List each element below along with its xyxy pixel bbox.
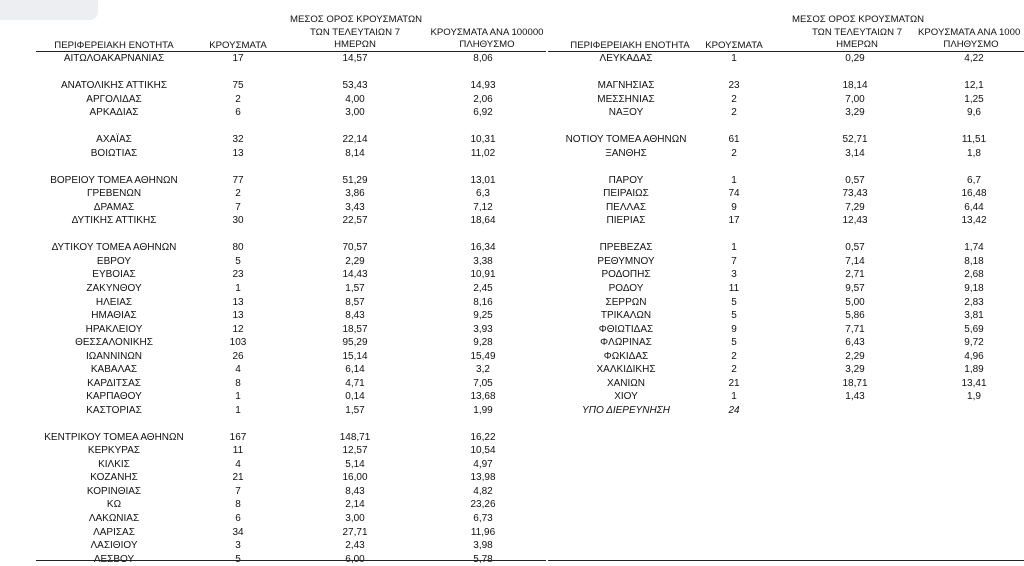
cell-per100k: 23,26 xyxy=(470,499,496,511)
cell-cases: 2 xyxy=(731,147,737,159)
cell-avg: 7,00 xyxy=(845,93,865,105)
cell-region: ΘΕΣΣΑΛΟΝΙΚΗΣ xyxy=(75,337,153,349)
cell-avg: 8,43 xyxy=(345,485,365,497)
cell-cases: 11 xyxy=(232,445,244,457)
cell-per100k: 8,18 xyxy=(964,255,984,267)
cell-region: ΚΙΛΚΙΣ xyxy=(98,458,130,470)
table-row xyxy=(0,377,1024,391)
cell-cases: 23 xyxy=(232,269,244,281)
cell-cases: 2 xyxy=(731,350,737,362)
cell-per100k: 2,06 xyxy=(473,93,493,105)
table-row xyxy=(0,431,1024,445)
table-row xyxy=(0,323,1024,337)
cell-avg: 7,71 xyxy=(845,323,865,335)
cell-region: ΕΒΡΟΥ xyxy=(96,255,132,267)
cell-region: ΧΙΟΥ xyxy=(614,391,638,403)
cell-region: ΔΥΤΙΚΗΣ ΑΤΤΙΚΗΣ xyxy=(71,215,157,227)
cell-cases: 13 xyxy=(232,296,244,308)
cell-per100k: 2,45 xyxy=(473,283,493,294)
cell-cases: 30 xyxy=(232,215,244,227)
table-row xyxy=(0,539,1024,553)
cell-avg: 18,57 xyxy=(342,323,368,335)
cell-avg: 5,14 xyxy=(345,458,365,470)
cell-region: ΚΟΡΙΝΘΙΑΣ xyxy=(86,485,142,497)
cell-cases: 21 xyxy=(728,377,740,389)
left-header-per100k-2: ΠΛΗΘΥΣΜΟ xyxy=(459,39,515,50)
cell-avg: 0,14 xyxy=(345,391,365,403)
cell-region: ΓΡΕΒΕΝΩΝ xyxy=(86,188,142,200)
cell-avg: 2,29 xyxy=(845,350,865,362)
cell-region: ΥΠΟ ΔΙΕΡΕΥΝΗΣΗ xyxy=(582,404,670,416)
cell-cases: 1 xyxy=(731,391,737,403)
cell-cases: 1 xyxy=(235,391,241,403)
table-row xyxy=(0,485,1024,499)
cell-avg: 2,29 xyxy=(345,255,365,267)
cell-avg: 6,43 xyxy=(845,337,865,349)
cell-region: ΤΡΙΚΑΛΩΝ xyxy=(600,310,652,322)
cell-per100k: 4,97 xyxy=(473,458,493,470)
cell-region: ΠΙΕΡΙΑΣ xyxy=(606,215,646,227)
cell-avg: 3,29 xyxy=(845,107,865,119)
cell-cases: 24 xyxy=(728,404,740,416)
right-header-region: ΠΕΡΙΦΕΡΕΙΑΚΗ ΕΝΟΤΗΤΑ xyxy=(570,40,690,51)
cell-region: ΚΟΖΑΝΗΣ xyxy=(90,472,138,484)
cell-region: ΚΑΒΑΛΑΣ xyxy=(90,364,138,376)
cell-per100k: 9,28 xyxy=(473,337,493,349)
cell-region: ΧΑΛΚΙΔΙΚΗΣ xyxy=(596,364,656,376)
cell-avg: 5,86 xyxy=(845,310,865,322)
cell-region: ΛΕΥΚΑΔΑΣ xyxy=(599,53,653,64)
cell-avg: 3,43 xyxy=(345,201,365,213)
cell-region: ΠΡΕΒΕΖΑΣ xyxy=(599,242,653,254)
table-row xyxy=(0,282,1024,296)
cell-cases: 17 xyxy=(728,215,740,227)
cell-cases: 23 xyxy=(728,80,740,92)
cell-avg: 8,43 xyxy=(345,310,365,322)
cell-region: ΡΕΘΥΜΝΟΥ xyxy=(597,255,655,267)
cell-avg: 2,43 xyxy=(345,540,365,552)
cell-avg: 51,29 xyxy=(342,174,368,186)
cell-cases: 5 xyxy=(235,553,241,565)
cell-cases: 2 xyxy=(235,93,241,105)
cell-region: ΖΑΚΥΝΘΟΥ xyxy=(86,283,142,294)
right-header-cases: ΚΡΟΥΣΜΑΤΑ xyxy=(705,40,763,51)
cell-cases: 34 xyxy=(232,526,244,538)
table-row xyxy=(0,458,1024,472)
cell-avg: 73,43 xyxy=(842,188,868,200)
cell-per100k: 9,18 xyxy=(964,283,984,294)
cell-region: ΚΕΝΤΡΙΚΟΥ ΤΟΜΕΑ ΑΘΗΝΩΝ xyxy=(44,431,184,443)
cell-avg: 4,71 xyxy=(345,377,365,389)
cell-cases: 1 xyxy=(235,404,241,416)
table-row xyxy=(0,66,1024,80)
cell-region: ΚΩ xyxy=(106,499,122,511)
cell-per100k: 7,05 xyxy=(473,377,493,389)
table-row xyxy=(0,417,1024,431)
table-row xyxy=(0,93,1024,107)
table-row xyxy=(0,512,1024,526)
left-header-avg-1: ΜΕΣΟΣ ΟΡΟΣ ΚΡΟΥΣΜΑΤΩΝ xyxy=(290,14,423,25)
cell-region: ΦΩΚΙΔΑΣ xyxy=(603,350,649,362)
right-header-avg-3: ΗΜΕΡΩΝ xyxy=(836,39,878,50)
cell-per100k: 8,16 xyxy=(473,296,493,308)
cell-avg: 14,43 xyxy=(342,269,368,281)
cell-avg: 148,71 xyxy=(339,431,371,443)
cell-cases: 1 xyxy=(731,174,737,186)
cell-cases: 9 xyxy=(731,201,737,213)
table-row xyxy=(0,133,1024,147)
cell-cases: 4 xyxy=(235,364,241,376)
cell-region: ΚΑΡΠΑΘΟΥ xyxy=(86,391,142,403)
cell-per100k: 4,82 xyxy=(473,485,493,497)
table-row xyxy=(0,174,1024,188)
cell-region: ΚΑΣΤΟΡΙΑΣ xyxy=(86,404,142,416)
cell-per100k: 13,01 xyxy=(470,174,496,186)
cell-per100k: 4,96 xyxy=(964,350,984,362)
cell-per100k: 16,34 xyxy=(470,242,496,254)
cell-cases: 7 xyxy=(235,485,241,497)
cell-per100k: 7,12 xyxy=(473,201,493,213)
table-row xyxy=(0,471,1024,485)
cell-per100k: 15,49 xyxy=(470,350,496,362)
cell-avg: 15,14 xyxy=(342,350,368,362)
table-row xyxy=(0,336,1024,350)
cell-cases: 5 xyxy=(731,310,737,322)
cell-cases: 6 xyxy=(235,513,241,525)
cell-per100k: 13,41 xyxy=(961,377,987,389)
cell-avg: 3,29 xyxy=(845,364,865,376)
cell-avg: 0,29 xyxy=(845,53,865,64)
cell-per100k: 6,92 xyxy=(473,107,493,119)
cell-per100k: 2,68 xyxy=(964,269,984,281)
cell-cases: 13 xyxy=(232,147,244,159)
cell-cases: 75 xyxy=(232,80,244,92)
cell-per100k: 1,9 xyxy=(967,391,981,403)
cell-cases: 5 xyxy=(731,337,737,349)
cell-cases: 1 xyxy=(731,53,737,64)
cell-per100k: 9,6 xyxy=(967,107,981,119)
cell-per100k: 1,99 xyxy=(473,404,493,416)
cell-cases: 74 xyxy=(728,188,740,200)
cell-cases: 26 xyxy=(232,350,244,362)
left-header-per100k-1: ΚΡΟΥΣΜΑΤΑ ΑΝΑ 100000 xyxy=(430,27,544,38)
cell-avg: 1,43 xyxy=(845,391,865,403)
table-row xyxy=(0,268,1024,282)
cell-region: ΜΑΓΝΗΣΙΑΣ xyxy=(597,80,655,92)
cell-cases: 9 xyxy=(731,323,737,335)
cell-per100k: 3,81 xyxy=(964,310,984,322)
table-row xyxy=(0,444,1024,458)
cell-region: ΔΡΑΜΑΣ xyxy=(93,201,135,213)
cell-per100k: 1,89 xyxy=(964,364,984,376)
cell-avg: 8,57 xyxy=(345,296,365,308)
cell-cases: 167 xyxy=(229,431,247,443)
cell-region: ΙΩΑΝΝΙΝΩΝ xyxy=(85,350,143,362)
table-row xyxy=(0,120,1024,134)
cell-region: ΦΛΩΡΙΝΑΣ xyxy=(600,337,652,349)
cell-region: ΚΑΡΔΙΤΣΑΣ xyxy=(87,377,141,389)
cell-per100k: 13,42 xyxy=(961,215,987,227)
cell-cases: 3 xyxy=(731,269,737,281)
cell-avg: 8,14 xyxy=(345,147,365,159)
cell-per100k: 6,44 xyxy=(964,201,984,213)
cell-avg: 3,00 xyxy=(345,107,365,119)
cell-avg: 0,57 xyxy=(845,242,865,254)
cell-region: ΗΜΑΘΙΑΣ xyxy=(91,310,137,322)
cell-per100k: 10,31 xyxy=(470,134,496,146)
right-header-avg-2: ΤΩΝ ΤΕΛΕΥΤΑΙΩΝ 7 xyxy=(811,27,903,38)
cell-region: ΡΟΔΟΥ xyxy=(608,283,644,294)
table-row xyxy=(0,79,1024,93)
cell-avg: 18,71 xyxy=(842,377,868,389)
cell-avg: 70,57 xyxy=(342,242,368,254)
table-row xyxy=(0,214,1024,228)
cell-per100k: 10,54 xyxy=(470,445,496,457)
cell-region: ΠΑΡΟΥ xyxy=(608,174,644,186)
cell-cases: 1 xyxy=(235,283,241,294)
table-row xyxy=(0,404,1024,418)
cell-avg: 22,14 xyxy=(342,134,368,146)
left-bottom-rule xyxy=(36,560,546,561)
cell-avg: 14,57 xyxy=(342,53,368,64)
cell-per100k: 5,78 xyxy=(473,553,493,565)
cell-avg: 0,57 xyxy=(845,174,865,186)
cell-per100k: 16,48 xyxy=(961,188,987,200)
cell-per100k: 12,1 xyxy=(964,80,984,92)
cell-region: ΒΟΡΕΙΟΥ ΤΟΜΕΑ ΑΘΗΝΩΝ xyxy=(50,174,178,186)
cell-cases: 6 xyxy=(235,107,241,119)
cell-cases: 61 xyxy=(728,134,740,146)
cell-cases: 77 xyxy=(232,174,244,186)
cell-region: ΞΑΝΘΗΣ xyxy=(605,147,647,159)
cell-per100k: 13,98 xyxy=(470,472,496,484)
cell-cases: 80 xyxy=(232,242,244,254)
cell-avg: 27,71 xyxy=(342,526,368,538)
cell-per100k: 1,74 xyxy=(964,242,984,254)
cell-region: ΑΧΑΪΑΣ xyxy=(96,134,132,146)
cell-avg: 16,00 xyxy=(342,472,368,484)
cell-per100k: 10,91 xyxy=(470,269,496,281)
cell-cases: 1 xyxy=(731,242,737,254)
cell-avg: 4,00 xyxy=(345,93,365,105)
cell-cases: 5 xyxy=(235,255,241,267)
cell-avg: 6,00 xyxy=(345,553,365,565)
cell-per100k: 2,83 xyxy=(964,296,984,308)
right-header-per100k-1: ΚΡΟΥΣΜΑΤΑ ΑΝΑ 1000 xyxy=(918,27,1021,38)
cell-per100k: 11,96 xyxy=(470,526,496,538)
cell-region: ΠΕΙΡΑΙΩΣ xyxy=(603,188,649,200)
table-row xyxy=(0,147,1024,161)
cell-avg: 1,57 xyxy=(345,404,365,416)
cell-per100k: 6,73 xyxy=(473,513,493,525)
right-bottom-rule xyxy=(548,560,1024,561)
cell-per100k: 5,69 xyxy=(964,323,984,335)
cell-region: ΔΥΤΙΚΟΥ ΤΟΜΕΑ ΑΘΗΝΩΝ xyxy=(51,242,177,254)
cell-avg: 52,71 xyxy=(842,134,868,146)
table-row xyxy=(0,363,1024,377)
cell-per100k: 11,51 xyxy=(961,134,987,146)
cell-region: ΝΟΤΙΟΥ ΤΟΜΕΑ ΑΘΗΝΩΝ xyxy=(565,134,687,146)
cell-region: ΝΑΞΟΥ xyxy=(608,107,644,119)
cell-cases: 103 xyxy=(229,337,247,349)
table-row xyxy=(0,390,1024,404)
cell-per100k: 6,7 xyxy=(967,174,981,186)
cell-avg: 2,14 xyxy=(345,499,365,511)
table-row xyxy=(0,241,1024,255)
cell-per100k: 11,02 xyxy=(470,147,496,159)
cell-avg: 9,57 xyxy=(845,283,865,294)
table-row xyxy=(0,498,1024,512)
cell-avg: 6,14 xyxy=(345,364,365,376)
top-window-strip xyxy=(0,0,98,20)
table-row xyxy=(0,255,1024,269)
cell-cases: 7 xyxy=(235,201,241,213)
cell-region: ΠΕΛΛΑΣ xyxy=(605,201,647,213)
cell-cases: 12 xyxy=(232,323,244,335)
cell-cases: 2 xyxy=(731,93,737,105)
cell-region: ΡΟΔΟΠΗΣ xyxy=(601,269,651,281)
cell-cases: 13 xyxy=(232,310,244,322)
cell-avg: 3,86 xyxy=(345,188,365,200)
cell-region: ΗΛΕΙΑΣ xyxy=(95,296,133,308)
left-header-avg-2: ΤΩΝ ΤΕΛΕΥΤΑΙΩΝ 7 xyxy=(309,27,401,38)
table-row xyxy=(0,201,1024,215)
left-header-region: ΠΕΡΙΦΕΡΕΙΑΚΗ ΕΝΟΤΗΤΑ xyxy=(54,40,174,51)
cell-per100k: 3,93 xyxy=(473,323,493,335)
cell-avg: 53,43 xyxy=(342,80,368,92)
cell-cases: 5 xyxy=(731,296,737,308)
cell-cases: 7 xyxy=(731,255,737,267)
cell-cases: 21 xyxy=(232,472,244,484)
cell-per100k: 3,2 xyxy=(476,364,490,376)
left-header-cases: ΚΡΟΥΣΜΑΤΑ xyxy=(209,40,267,51)
table-row xyxy=(0,228,1024,242)
left-header-avg-3: ΗΜΕΡΩΝ xyxy=(334,39,376,50)
cell-region: ΗΡΑΚΛΕΙΟΥ xyxy=(85,323,143,335)
cell-region: ΑΙΤΩΛΟΑΚΑΡΝΑΝΙΑΣ xyxy=(63,53,165,64)
cell-region: ΛΑΣΙΘΙΟΥ xyxy=(90,540,138,552)
cell-per100k: 1,8 xyxy=(967,147,981,159)
cell-cases: 8 xyxy=(235,377,241,389)
table-row xyxy=(0,52,1024,66)
cell-cases: 11 xyxy=(728,283,740,294)
cell-per100k: 16,22 xyxy=(470,431,496,443)
table-row xyxy=(0,106,1024,120)
table-row xyxy=(0,187,1024,201)
cell-region: ΦΘΙΩΤΙΔΑΣ xyxy=(598,323,654,335)
cell-avg: 95,29 xyxy=(342,337,368,349)
cell-region: ΑΝΑΤΟΛΙΚΗΣ ΑΤΤΙΚΗΣ xyxy=(60,80,168,92)
cell-cases: 4 xyxy=(235,458,241,470)
cell-per100k: 13,68 xyxy=(470,391,496,403)
cell-cases: 2 xyxy=(731,107,737,119)
right-header-per100k-2: ΠΛΗΘΥΣΜΟ xyxy=(943,39,999,50)
cell-avg: 5,00 xyxy=(845,296,865,308)
cell-per100k: 3,38 xyxy=(473,255,493,267)
cell-cases: 2 xyxy=(731,364,737,376)
cell-avg: 22,57 xyxy=(342,215,368,227)
cell-avg: 12,57 xyxy=(342,445,368,457)
cell-avg: 1,57 xyxy=(345,283,365,294)
cell-cases: 2 xyxy=(235,188,241,200)
cell-cases: 32 xyxy=(232,134,244,146)
table-row xyxy=(0,350,1024,364)
cell-avg: 18,14 xyxy=(842,80,868,92)
cell-avg: 3,14 xyxy=(845,147,865,159)
cell-cases: 17 xyxy=(232,53,244,64)
cell-region: ΚΕΡΚΥΡΑΣ xyxy=(87,445,141,457)
cell-per100k: 9,72 xyxy=(964,337,984,349)
cell-per100k: 18,64 xyxy=(470,215,496,227)
right-header-avg-1: ΜΕΣΟΣ ΟΡΟΣ ΚΡΟΥΣΜΑΤΩΝ xyxy=(792,14,925,25)
cell-region: ΒΟΙΩΤΙΑΣ xyxy=(90,147,138,159)
cell-per100k: 14,93 xyxy=(470,80,496,92)
cell-avg: 12,43 xyxy=(842,215,868,227)
table-row xyxy=(0,160,1024,174)
cell-cases: 8 xyxy=(235,499,241,511)
table-row xyxy=(0,526,1024,540)
cell-per100k: 6,3 xyxy=(476,188,490,200)
cell-avg: 7,29 xyxy=(845,201,865,213)
cell-per100k: 4,22 xyxy=(964,53,984,64)
cell-avg: 3,00 xyxy=(345,513,365,525)
cell-avg: 7,14 xyxy=(845,255,865,267)
table-row xyxy=(0,296,1024,310)
cell-region: ΕΥΒΟΙΑΣ xyxy=(92,269,136,281)
cell-region: ΛΕΣΒΟΥ xyxy=(93,553,135,565)
cell-region: ΧΑΝΙΩΝ xyxy=(606,377,646,389)
cell-region: ΛΑΡΙΣΑΣ xyxy=(93,526,135,538)
cell-per100k: 9,25 xyxy=(473,310,493,322)
cell-region: ΑΡΚΑΔΙΑΣ xyxy=(89,107,139,119)
cell-region: ΜΕΣΣΗΝΙΑΣ xyxy=(597,93,655,105)
cell-region: ΑΡΓΟΛΙΔΑΣ xyxy=(86,93,142,105)
cell-avg: 2,71 xyxy=(845,269,865,281)
cell-cases: 3 xyxy=(235,540,241,552)
table-row xyxy=(0,309,1024,323)
cell-per100k: 8,06 xyxy=(473,53,493,64)
cell-per100k: 3,98 xyxy=(473,540,493,552)
cell-per100k: 1,25 xyxy=(964,93,984,105)
cell-region: ΛΑΚΩΝΙΑΣ xyxy=(88,513,140,525)
cell-region: ΣΕΡΡΩΝ xyxy=(605,296,647,308)
